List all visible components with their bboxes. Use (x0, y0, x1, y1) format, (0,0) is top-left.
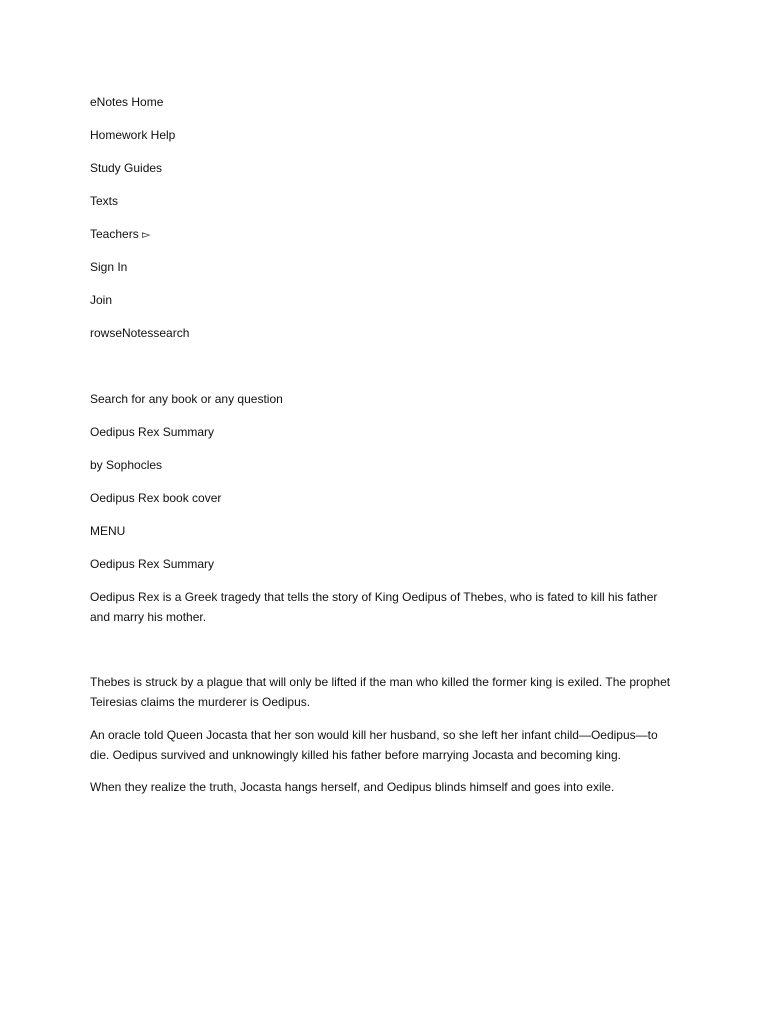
main-nav (90, 92, 680, 356)
summary-paragraph-3: An oracle told Queen Jocasta that her son would kill her husband, so she left her infant child—Oedipus—to die. Oedipus survived and unknowingly killed his father before marrying Jocasta and becoming king. (90, 728, 658, 762)
summary-title: Oedipus Rex Summary (90, 425, 215, 439)
nav-enotes-home-link[interactable]: eNotes Home (90, 95, 164, 109)
nav-teachers-label: Teachers (90, 227, 139, 241)
summary-paragraph-4: When they realize the truth, Jocasta hangs herself, and Oedipus blinds himself and goes into exile. (90, 780, 615, 794)
nav-teachers-link[interactable] (90, 224, 680, 257)
author-line: by Sophocles (90, 458, 163, 472)
nav-study-guides-link[interactable]: Study Guides (90, 161, 163, 175)
nav-sign-in-link[interactable]: Sign In (90, 260, 128, 274)
search-prompt[interactable]: Search for any book or any question (90, 392, 283, 406)
summary-paragraph-1: Oedipus Rex is a Greek tragedy that tells the story of King Oedipus of Thebes, who is fated to kill his father and marry his mother. (90, 590, 658, 624)
spacer (90, 356, 680, 389)
document-page (90, 92, 680, 797)
nav-join-link[interactable]: Join (90, 293, 113, 307)
summary-paragraph-2: Thebes is struck by a plague that will only be lifted if the man who killed the former king is exiled. The prophet Teiresias claims the murderer is Oedipus. (90, 675, 671, 709)
triangle-right-icon: ▻ (142, 229, 151, 241)
menu-button[interactable]: MENU (90, 524, 126, 538)
section-heading: Oedipus Rex Summary (90, 557, 215, 571)
book-cover-alt-text: Oedipus Rex book cover (90, 491, 222, 505)
nav-browse-search-link[interactable]: rowseNotessearch (90, 326, 190, 340)
nav-texts-link[interactable]: Texts (90, 194, 119, 208)
nav-homework-help-link[interactable]: Homework Help (90, 128, 176, 142)
